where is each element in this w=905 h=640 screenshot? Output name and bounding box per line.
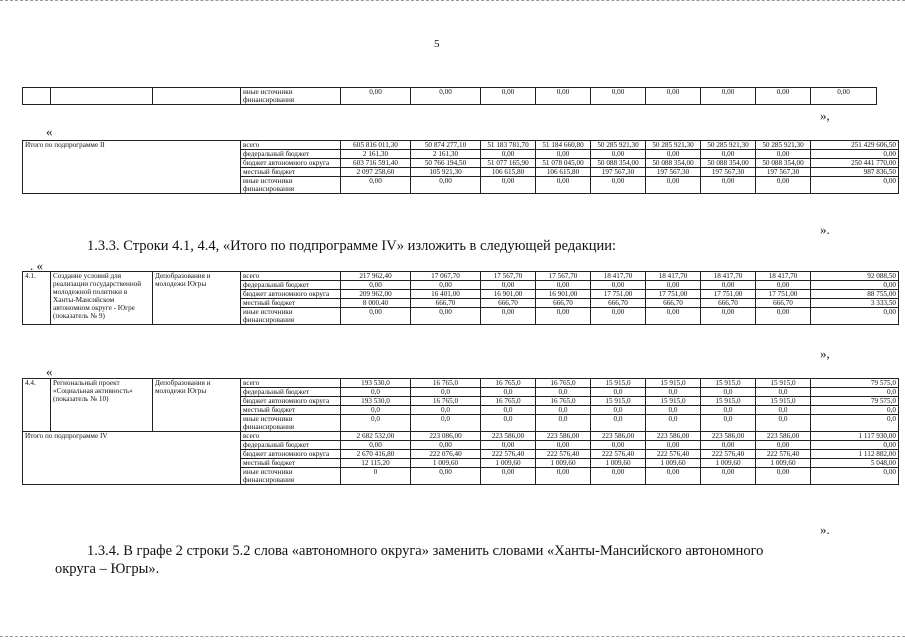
cell-value: 0,00 (411, 308, 481, 325)
cell-exec: Депобразования и молодежи Югры (153, 272, 241, 325)
cell-source: всего (241, 379, 341, 388)
cell-value: 88 755,00 (811, 290, 899, 299)
cell-value: 0,0 (411, 415, 481, 432)
cell-value: 0,00 (341, 177, 411, 194)
cell-value: 17 751,00 (756, 290, 811, 299)
cell-value: 0,00 (756, 177, 811, 194)
cell-value: 0,0 (341, 415, 411, 432)
cell-value: 0,00 (341, 88, 411, 105)
cell-value: 0 (341, 468, 411, 485)
cell-value: 222 576,40 (591, 450, 646, 459)
cell-value: 0,00 (756, 468, 811, 485)
cell-value: 223 586,00 (536, 432, 591, 441)
cell-value: 79 575,0 (811, 397, 899, 406)
cell-name: Создание условий для реализации государственной молодежной политики в Ханты-Мансийском автономном округе - Югре (показатель № 9) (51, 272, 153, 325)
cell-value: 0,0 (756, 406, 811, 415)
cell-value: 0,00 (701, 468, 756, 485)
cell-value: 8 000,40 (341, 299, 411, 308)
cell-value: 0,0 (701, 415, 756, 432)
cell-source: бюджет автономного округа (241, 159, 341, 168)
cell-value: 603 716 591,40 (341, 159, 411, 168)
cell-value: 0,00 (411, 88, 481, 105)
cell-value: 0,0 (756, 388, 811, 397)
cell-value: 0,00 (811, 150, 899, 159)
cell-value: 92 088,50 (811, 272, 899, 281)
cell-value: 17 751,00 (701, 290, 756, 299)
cell-value: 222 076,40 (411, 450, 481, 459)
cell-value: 222 576,40 (701, 450, 756, 459)
section-heading: 1.3.3. Строки 4.1, 4.4, «Итого по подпрограмме IV» изложить в следующей редакции: (87, 238, 617, 254)
cell-num: 4.4. (23, 379, 51, 432)
cell-value: 17 067,70 (411, 272, 481, 281)
cell-value: 16 765,0 (481, 397, 536, 406)
cell-value: 0,0 (536, 406, 591, 415)
cell-value: 0,0 (811, 415, 899, 432)
cell-value: 50 088 354,00 (646, 159, 701, 168)
cell-value: 17 751,00 (646, 290, 701, 299)
cell-value: 5 048,00 (811, 459, 899, 468)
cell-value: 223 586,00 (646, 432, 701, 441)
cell-value: 0,00 (756, 441, 811, 450)
cell-value: 17 567,70 (536, 272, 591, 281)
cell-value: 0,00 (411, 281, 481, 290)
cell-value: 197 567,30 (756, 168, 811, 177)
cell-exec: Депобразования и молодежи Югры (153, 379, 241, 432)
cell-value: 2 161,30 (341, 150, 411, 159)
cell-value: 0,00 (701, 177, 756, 194)
cell-value: 51 183 781,70 (481, 141, 536, 150)
cell-value: 0,00 (811, 441, 899, 450)
cell-value: 15 915,0 (701, 397, 756, 406)
cell-value: 250 441 770,00 (811, 159, 899, 168)
page-bottom-edge (0, 636, 905, 639)
cell-value: 1 009,60 (701, 459, 756, 468)
cell-value: 0,0 (811, 388, 899, 397)
cell-source: бюджет автономного округа (241, 397, 341, 406)
table-row (23, 272, 899, 281)
cell-value: 17 567,70 (481, 272, 536, 281)
cell-value: 223 586,00 (481, 432, 536, 441)
cell-value: 197 567,30 (591, 168, 646, 177)
cell-value: 17 751,00 (591, 290, 646, 299)
cell-value: 0,00 (811, 88, 877, 105)
table-41-body (23, 272, 899, 325)
cell-value: 2 670 416,80 (341, 450, 411, 459)
cell-source: федеральный бюджет (241, 441, 341, 450)
cell-value: 666,70 (591, 299, 646, 308)
cell-value: 0,0 (646, 388, 701, 397)
cell-value: 0,00 (591, 88, 646, 105)
cell-value: 1 117 930,00 (811, 432, 899, 441)
cell-source: федеральный бюджет (241, 281, 341, 290)
cell-value: 666,70 (701, 299, 756, 308)
cell-value: 0,0 (411, 388, 481, 397)
cell-value: 0,00 (646, 308, 701, 325)
cell-value: 0,0 (411, 406, 481, 415)
cell-num: 4.1. (23, 272, 51, 325)
cell-value: 1 112 882,00 (811, 450, 899, 459)
cell-value: 223 586,00 (756, 432, 811, 441)
cell-value: 0,00 (411, 468, 481, 485)
cell-value: 0,0 (481, 415, 536, 432)
cell-value: 51 078 045,00 (536, 159, 591, 168)
cell-total-label: Итого по подпрограмме II (23, 141, 241, 194)
cell-value: 1 009,60 (411, 459, 481, 468)
cell-value: 0,00 (536, 177, 591, 194)
cell-value: 2 682 532,00 (341, 432, 411, 441)
table-row-4-4 (22, 378, 899, 485)
cell-value: 2 161,30 (411, 150, 481, 159)
cell-value: 0,00 (591, 468, 646, 485)
cell-value: 0,00 (811, 281, 899, 290)
cell-value: 50 285 921,30 (591, 141, 646, 150)
cell-value: 0,00 (646, 468, 701, 485)
cell-value: 16 765,0 (411, 397, 481, 406)
cell-value: 50 285 921,30 (756, 141, 811, 150)
cell-value: 0,00 (701, 308, 756, 325)
cell-value: 1 009,60 (756, 459, 811, 468)
cell-value: 18 417,70 (701, 272, 756, 281)
table-row (23, 432, 899, 441)
cell-value: 666,70 (481, 299, 536, 308)
cell-value: 0,0 (591, 415, 646, 432)
cell-value: 16 901,00 (481, 290, 536, 299)
cell-value: 0,0 (591, 406, 646, 415)
cell-value: 223 086,00 (411, 432, 481, 441)
cell-value: 12 115,20 (341, 459, 411, 468)
cell-value: 0,0 (341, 388, 411, 397)
cell-value: 222 576,40 (481, 450, 536, 459)
closing-quote: ». (820, 222, 830, 237)
cell-value: 51 077 165,90 (481, 159, 536, 168)
cell-value: 222 576,40 (536, 450, 591, 459)
cell-value: 0,00 (701, 281, 756, 290)
cell-value: 79 575,0 (811, 379, 899, 388)
cell-source: местный бюджет (241, 299, 341, 308)
cell-value: 217 962,40 (341, 272, 411, 281)
cell-value: 15 915,0 (646, 397, 701, 406)
cell-value: 0,0 (481, 388, 536, 397)
cell-value: 0,00 (536, 441, 591, 450)
closing-quote: », (820, 108, 830, 123)
table-row (23, 379, 899, 388)
cell-value: 197 567,30 (701, 168, 756, 177)
cell-value: 16 765,0 (536, 397, 591, 406)
cell-value: 0,0 (811, 406, 899, 415)
opening-quote: . « (30, 258, 43, 273)
cell-value: 0,00 (411, 441, 481, 450)
cell-value: 0,00 (701, 150, 756, 159)
cell-value: 0,0 (591, 388, 646, 397)
cell-value: 0,00 (591, 150, 646, 159)
cell-value: 0,00 (481, 308, 536, 325)
cell-value: 18 417,70 (591, 272, 646, 281)
cell-value: 15 915,0 (701, 379, 756, 388)
cell-value: 18 417,70 (756, 272, 811, 281)
cell-value: 2 097 258,60 (341, 168, 411, 177)
cell-value: 1 009,60 (591, 459, 646, 468)
cell-value: 0,00 (646, 150, 701, 159)
cell-value: 1 009,60 (646, 459, 701, 468)
cell-value: 0,0 (536, 415, 591, 432)
cell-value: 0,00 (591, 308, 646, 325)
cell-value: 106 615,80 (481, 168, 536, 177)
cell-value: 0,0 (701, 388, 756, 397)
closing-quote: », (820, 346, 830, 361)
opening-quote: « (46, 364, 53, 379)
paragraph-1-3-4-continued: округа – Югры». (55, 561, 160, 577)
cell-value: 15 915,0 (591, 379, 646, 388)
table-44-body (23, 379, 899, 485)
cell-value: 1 009,60 (536, 459, 591, 468)
cell-exec (153, 88, 241, 105)
cell-value: 0,00 (481, 441, 536, 450)
cell-value: 0,00 (481, 150, 536, 159)
cell-value: 106 615,80 (536, 168, 591, 177)
cell-value: 0,00 (341, 308, 411, 325)
cell-value: 16 765,0 (536, 379, 591, 388)
cell-value: 193 530,0 (341, 379, 411, 388)
cell-value: 666,70 (411, 299, 481, 308)
cell-value: 16 401,00 (411, 290, 481, 299)
cell-value: 16 765,0 (411, 379, 481, 388)
cell-value: 0,00 (341, 441, 411, 450)
cell-value: 15 915,0 (646, 379, 701, 388)
cell-value: 223 586,00 (591, 432, 646, 441)
cell-value: 0,00 (646, 281, 701, 290)
cell-num (23, 88, 51, 105)
cell-value: 0,00 (646, 177, 701, 194)
cell-value: 0,00 (701, 441, 756, 450)
cell-value: 50 088 354,00 (701, 159, 756, 168)
cell-value: 193 530,0 (341, 397, 411, 406)
cell-value: 0,00 (591, 177, 646, 194)
cell-value: 0,0 (756, 415, 811, 432)
cell-value: 0,0 (536, 388, 591, 397)
cell-value: 666,70 (536, 299, 591, 308)
cell-value: 666,70 (646, 299, 701, 308)
cell-value: 0,00 (481, 177, 536, 194)
cell-value: 105 921,30 (411, 168, 481, 177)
cell-value: 0,0 (481, 406, 536, 415)
cell-source: бюджет автономного округа (241, 450, 341, 459)
cell-value: 0,0 (646, 406, 701, 415)
page-number: 5 (434, 38, 440, 50)
cell-value: 605 816 011,30 (341, 141, 411, 150)
cell-value: 50 766 194,50 (411, 159, 481, 168)
cell-value: 0,00 (536, 468, 591, 485)
cell-source: федеральный бюджет (241, 150, 341, 159)
cell-value: 0,00 (756, 150, 811, 159)
cell-value: 0,00 (536, 308, 591, 325)
cell-value: 15 915,0 (756, 397, 811, 406)
cell-value: 16 765,0 (481, 379, 536, 388)
cell-value: 0,00 (591, 441, 646, 450)
cell-source: иные источники финансирования (241, 308, 341, 325)
opening-quote: « (46, 124, 53, 139)
cell-total-label: Итого по подпрограмме IV (23, 432, 241, 485)
table-row (23, 141, 899, 150)
cell-value: 251 429 606,50 (811, 141, 899, 150)
cell-value: 50 285 921,30 (701, 141, 756, 150)
cell-value: 0,00 (756, 88, 811, 105)
cell-source: иные источники финансирования (241, 415, 341, 432)
closing-quote: ». (820, 522, 830, 537)
cell-value: 0,00 (811, 468, 899, 485)
cell-value: 0,00 (591, 281, 646, 290)
cell-value: 0,00 (536, 281, 591, 290)
cell-value: 0,00 (341, 281, 411, 290)
cell-value: 987 836,50 (811, 168, 899, 177)
cell-source: иные источники финансирования (241, 88, 341, 105)
cell-value: 0,0 (646, 415, 701, 432)
cell-value: 0,00 (536, 150, 591, 159)
cell-value: 0,00 (481, 468, 536, 485)
cell-value: 15 915,0 (591, 397, 646, 406)
cell-value: 0,00 (646, 441, 701, 450)
cell-source: иные источники финансирования (241, 177, 341, 194)
cell-name (51, 88, 153, 105)
cell-value: 223 586,00 (701, 432, 756, 441)
cell-value: 50 285 921,30 (646, 141, 701, 150)
cell-value: 0,00 (811, 177, 899, 194)
table-top-body (23, 88, 877, 105)
cell-value: 0,00 (811, 308, 899, 325)
cell-value: 0,00 (756, 308, 811, 325)
cell-value: 0,0 (341, 406, 411, 415)
cell-value: 1 009,60 (481, 459, 536, 468)
cell-value: 15 915,0 (756, 379, 811, 388)
table-sub2-body (23, 141, 899, 194)
cell-source: федеральный бюджет (241, 388, 341, 397)
cell-value: 0,00 (701, 88, 756, 105)
cell-value: 16 901,00 (536, 290, 591, 299)
table-top (22, 87, 877, 105)
cell-source: всего (241, 272, 341, 281)
table-row (23, 88, 877, 105)
cell-value: 222 576,40 (646, 450, 701, 459)
cell-value: 0,00 (536, 88, 591, 105)
cell-value: 0,0 (701, 406, 756, 415)
cell-value: 0,00 (481, 281, 536, 290)
cell-value: 197 567,30 (646, 168, 701, 177)
table-subprogram-2 (22, 140, 899, 194)
cell-value: 50 874 277,10 (411, 141, 481, 150)
paragraph-1-3-4: 1.3.4. В графе 2 строки 5.2 слова «автономного округа» заменить словами «Ханты-Мансийского автономного (87, 543, 764, 559)
cell-value: 50 088 354,00 (591, 159, 646, 168)
page-top-edge (0, 0, 905, 3)
cell-value: 209 962,00 (341, 290, 411, 299)
cell-source: местный бюджет (241, 168, 341, 177)
cell-value: 666,70 (756, 299, 811, 308)
cell-value: 18 417,70 (646, 272, 701, 281)
cell-value: 3 333,50 (811, 299, 899, 308)
cell-source: бюджет автономного округа (241, 290, 341, 299)
cell-value: 0,00 (756, 281, 811, 290)
cell-source: иные источники финансирования (241, 468, 341, 485)
cell-value: 222 576,40 (756, 450, 811, 459)
cell-source: местный бюджет (241, 406, 341, 415)
cell-name: Региональный проект «Социальная активность» (показатель № 10) (51, 379, 153, 432)
table-row-4-1 (22, 271, 899, 325)
cell-source: всего (241, 432, 341, 441)
cell-value: 0,00 (646, 88, 701, 105)
cell-source: всего (241, 141, 341, 150)
cell-value: 0,00 (411, 177, 481, 194)
cell-value: 0,00 (481, 88, 536, 105)
cell-value: 51 184 660,80 (536, 141, 591, 150)
cell-source: местный бюджет (241, 459, 341, 468)
cell-value: 50 088 354,00 (756, 159, 811, 168)
